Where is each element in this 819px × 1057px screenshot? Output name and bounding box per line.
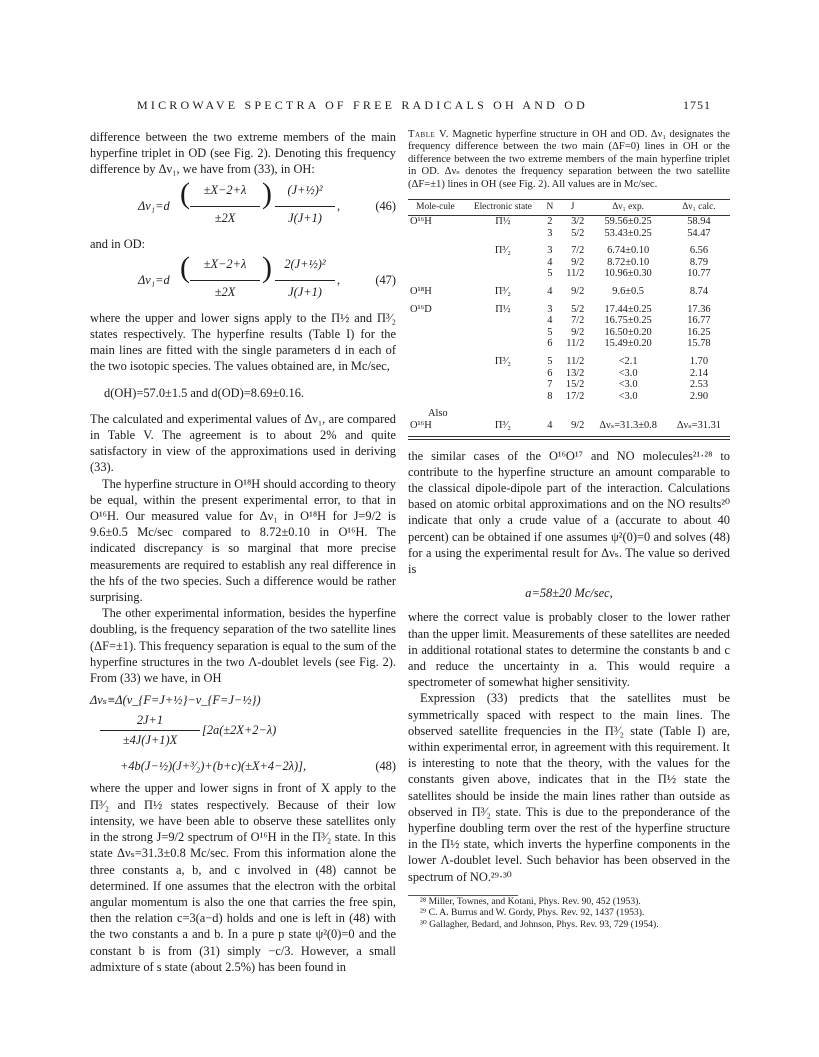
hyperfine-table bbox=[408, 199, 730, 432]
paragraph: where the upper and lower signs apply to the Π½ and Π³⁄₂ states respectively. The hyperfine results (Table I) for the main lines are fitted with the single parameters d in each of the two isotopic species. The values obtained are, in Mc/sec, bbox=[90, 310, 396, 374]
table-cell: 7 bbox=[547, 379, 553, 391]
table-cell: Π³⁄₂ bbox=[494, 419, 511, 431]
equation-48-line1: Δνₛ≡Δ(ν_{F=J+½}−ν_{F=J−½}) bbox=[90, 693, 261, 708]
table-cell: 15.49±0.20 bbox=[604, 338, 652, 350]
table-cell: 13/2 bbox=[565, 367, 585, 379]
table-cell: Π³⁄₂ bbox=[494, 355, 511, 367]
table-cell bbox=[408, 239, 463, 257]
table-cell: 3 bbox=[547, 245, 553, 257]
table-cell: 4 bbox=[547, 419, 553, 431]
table-cell: 58.94 bbox=[687, 216, 711, 228]
table-cell bbox=[463, 338, 543, 350]
table-row bbox=[408, 216, 730, 228]
table-cell: 11/2 bbox=[566, 338, 585, 350]
table-cell: 16.50±0.20 bbox=[604, 326, 652, 338]
table-cell: 9/2 bbox=[571, 256, 585, 268]
paragraph: The hyperfine structure in O¹⁸H should according to theory be equal, within the present experimental error, to that in O¹⁶H. Our measured value for Δν₁ in O¹⁸H for J=9/2 is 9.6±0.5 Mc/sec compared to 8.72±0.10 in O¹⁶H. The indicated discrepancy is so marginal that more precise measurements are required to establish any real difference in the hfs of the two species. Such a difference would be rather surprising. bbox=[90, 476, 396, 605]
table-cell: 53.43±0.25 bbox=[604, 227, 652, 239]
table-header-cell: Δν₁ calc. bbox=[668, 200, 730, 216]
table-cell: 5 bbox=[547, 268, 553, 280]
table-cell: 5/2 bbox=[571, 303, 585, 315]
table-row bbox=[408, 402, 730, 420]
table-cell: 2.53 bbox=[689, 379, 709, 391]
table-cell: 9/2 bbox=[571, 286, 585, 297]
table-row bbox=[408, 257, 730, 269]
table-cell: O¹⁸H bbox=[410, 286, 432, 297]
paragraph: difference between the two extreme members of the main hyperfine triplet in OD (see Fig. 2). Denoting this frequency difference by Δν₁, we have from (33), in OH: bbox=[90, 130, 396, 177]
table-cell: 3 bbox=[547, 227, 553, 239]
paragraph: and in OD: bbox=[90, 236, 146, 251]
table-cell: 4 bbox=[547, 315, 553, 327]
table-header-cell: Δν₁ exp. bbox=[588, 200, 668, 216]
table-cell: <3.0 bbox=[618, 367, 638, 379]
table-cell bbox=[408, 228, 463, 240]
table-cell: 16.25 bbox=[687, 326, 711, 338]
table-label: Table V. bbox=[408, 129, 449, 140]
table-row bbox=[408, 391, 730, 403]
also-label: Also bbox=[428, 408, 448, 420]
table-row bbox=[408, 338, 730, 350]
equation-48-line3: +4b(J−½)(J+³⁄₂)+(b+c)(±X+4−2λ)], (48) bbox=[120, 759, 396, 774]
footnote: ²⁹ C. A. Burrus and W. Gordy, Phys. Rev. 92, 1437 (1953). bbox=[420, 907, 645, 919]
table-cell: Π³⁄₂ bbox=[494, 245, 511, 257]
table-cell: 1.70 bbox=[689, 355, 709, 367]
table-rule bbox=[408, 436, 730, 437]
table-row bbox=[408, 228, 730, 240]
table-cell: O¹⁶D bbox=[410, 303, 432, 315]
table-cell: 2 bbox=[547, 216, 553, 228]
page-number: 1751 bbox=[683, 98, 711, 112]
table-cell bbox=[463, 368, 543, 380]
table-cell bbox=[408, 379, 463, 391]
equation-46: Δν₁=d ( ±X−2+λ ±2X ) (J+½)² J(J+1) , (46) bbox=[138, 176, 396, 225]
table-row bbox=[408, 368, 730, 380]
table-cell: 9.6±0.5 bbox=[612, 286, 644, 297]
a-value: a=58±20 Mc/sec, bbox=[525, 586, 613, 601]
table-cell: 17.36 bbox=[687, 303, 711, 315]
table-row bbox=[408, 327, 730, 339]
table-cell: Δνₛ=31.31 bbox=[676, 419, 721, 431]
equation-47: Δν₁=d ( ±X−2+λ ±2X ) 2(J+½)² J(J+1) , (47) bbox=[138, 250, 396, 299]
table-cell: 6 bbox=[547, 367, 553, 379]
table-cell bbox=[408, 315, 463, 327]
paragraph: where the correct value is probably closer to the lower rather than the upper limit. Measurements of these satellites are needed in additional rotational states to determine the constants b and c and reduce the uncertainty in a. This would require a spectrometer of somewhat higher sensitivity. bbox=[408, 610, 730, 690]
table-cell: 11/2 bbox=[566, 355, 585, 367]
table-cell: 9/2 bbox=[571, 326, 585, 338]
table-header-cell: Mole-cule bbox=[408, 200, 463, 216]
table-cell: 6 bbox=[547, 338, 553, 350]
table-cell: 59.56±0.25 bbox=[604, 216, 652, 228]
table-cell: 8.79 bbox=[689, 256, 709, 268]
table-cell: 15/2 bbox=[565, 379, 585, 391]
table-cell: 8.74 bbox=[689, 286, 709, 297]
left-column bbox=[90, 129, 396, 975]
table-cell: 4 bbox=[547, 256, 553, 268]
table-cell: 5 bbox=[547, 355, 553, 367]
table-row bbox=[408, 379, 730, 391]
table-cell: 6.56 bbox=[689, 245, 709, 257]
table-cell: 3/2 bbox=[571, 216, 585, 228]
table-cell: 3 bbox=[547, 303, 553, 315]
table-header-row bbox=[408, 200, 730, 216]
table-cell: 10.77 bbox=[687, 268, 711, 280]
table-body bbox=[408, 216, 730, 432]
table-cell: 17.44±0.25 bbox=[604, 303, 652, 315]
table-cell: 4 bbox=[547, 286, 553, 297]
table-cell bbox=[463, 391, 543, 403]
footnote: ²⁸ Miller, Townes, and Kotani, Phys. Rev. 90, 452 (1953). bbox=[420, 895, 641, 907]
table-row bbox=[408, 420, 730, 432]
table-cell: Δνₛ=31.3±0.8 bbox=[599, 419, 657, 431]
table-cell: Π³⁄₂ bbox=[494, 286, 511, 297]
paragraph: the similar cases of the O¹⁶O¹⁷ and NO molecules²¹·²⁸ to contribute to the hyperfine structure an amount comparable to the classical dipole-dipole part of the interaction. Calculations based on atomic orbital approximations and on the NO results²⁰ indicate that only a crude value of a (accurate to about 40 percent) can be obtained if one assumes ψ²(0)=0 and solves (48) for a using the experimental result for Δνₛ. The value so derived is bbox=[408, 448, 730, 576]
table-cell: 2.14 bbox=[689, 367, 709, 379]
paragraph: The other experimental information, besides the hyperfine doubling, is the frequency separation of the two satellite lines (ΔF=±1). This frequency separation is equal to the sum of the hyperfine structures in the two Λ-doublet levels (see Fig. 2). From (33) we have, in OH bbox=[90, 606, 396, 686]
table-cell: <2.1 bbox=[618, 355, 638, 367]
table-row bbox=[408, 298, 730, 316]
table-rule bbox=[408, 439, 730, 440]
table-row bbox=[408, 350, 730, 368]
equation-48: 2J+1 ±4J(J+1)X [2a(±2X+2−λ) bbox=[90, 708, 396, 754]
table-cell bbox=[408, 350, 463, 368]
table-cell: 9/2 bbox=[571, 419, 585, 431]
table-cell: 6.74±0.10 bbox=[607, 245, 650, 257]
table-cell: O¹⁶H bbox=[410, 216, 432, 228]
paragraph: Expression (33) predicts that the satellites must be symmetrically spaced with respect to the main lines. The observed satellite frequencies in the Π³⁄₂ state (Table I) are, within experimental error, in agreement with this requirement. It is interesting to note that the theory, with the values for the constants given above, indicates that in the Π½ state the satellites should be inside the main lines rather than outside as observed in Π³⁄₂ state. This is due to the preponderance of the hyperfine doubling term over the rest of the hyperfine structure in the Π½ state, which inverts the hyperfine components in the lower Λ-doublet level. Such behavior has been observed in the spectrum of NO.²⁹·³⁰ bbox=[408, 691, 730, 884]
table-cell: 7/2 bbox=[571, 315, 585, 327]
table-cell: 5 bbox=[547, 326, 553, 338]
table-cell: 11/2 bbox=[566, 268, 585, 280]
table-cell bbox=[463, 257, 543, 269]
table-cell bbox=[408, 327, 463, 339]
table-cell: 8 bbox=[547, 390, 553, 402]
paragraph: where the upper and lower signs in front of X apply to the Π³⁄₂ and Π½ states respectively. Because of their low intensity, we have been able to observe these satellites only in the strong J=9/2 spectrum of O¹⁶H in the Π³⁄₂ state. In this state Δνₛ=31.3±0.8 Mc/sec. From this information alone the three constants a, b, and c involved in (48) cannot be determined. If one assumes that the electron with the orbital angular momentum is also the one that carries the free spin, then the relation c=3(a−d) holds and one is left in (48) with the two constants a and b. In a pure p state ψ²(0)=0 and the constant b is from (31) simply −c/3. However, a small admixture of s state (about 2.5%) has been found in bbox=[90, 781, 396, 974]
table-cell: 15.78 bbox=[687, 338, 711, 350]
table-cell bbox=[408, 338, 463, 350]
table-row bbox=[408, 280, 730, 298]
table-cell: 16.77 bbox=[687, 315, 711, 327]
table-header-cell: J bbox=[557, 200, 589, 216]
table-row bbox=[408, 239, 730, 257]
table-caption-text: Magnetic hyperfine structure in OH and OD. Δν₁ designates the frequency difference between the two main (ΔF=0) lines in OH or the difference between the two extreme members of the main hyperfine triplet in OD. Δνₛ denotes the frequency separation between the two satellite (ΔF=±1) lines in OH (see Fig. 2). All values are in Mc/sec. bbox=[408, 129, 730, 190]
table-cell: 2.90 bbox=[689, 390, 709, 402]
footnotes bbox=[408, 896, 730, 931]
table-cell: 54.47 bbox=[687, 227, 711, 239]
table-caption bbox=[408, 129, 730, 191]
table-cell bbox=[463, 379, 543, 391]
table-cell: Π½ bbox=[495, 216, 511, 228]
table-cell bbox=[463, 315, 543, 327]
right-column bbox=[408, 129, 730, 930]
table-row bbox=[408, 268, 730, 280]
table-cell bbox=[463, 228, 543, 240]
table-header-cell: Electronic state bbox=[463, 200, 543, 216]
table-cell: <3.0 bbox=[618, 390, 638, 402]
table-cell bbox=[463, 268, 543, 280]
table-header-cell: N bbox=[543, 200, 557, 216]
table-cell: 17/2 bbox=[565, 390, 585, 402]
table-cell: 7/2 bbox=[571, 245, 585, 257]
table-cell: 8.72±0.10 bbox=[607, 256, 650, 268]
footnote: ³⁰ Gallagher, Bedard, and Johnson, Phys. Rev. 93, 729 (1954). bbox=[420, 918, 659, 930]
table-cell: 16.75±0.25 bbox=[604, 315, 652, 327]
table-cell: 10.96±0.30 bbox=[604, 268, 652, 280]
table-cell: 5/2 bbox=[571, 227, 585, 239]
table-cell bbox=[408, 391, 463, 403]
page-header bbox=[137, 98, 711, 116]
table-cell: Π½ bbox=[495, 303, 511, 315]
table-row bbox=[408, 315, 730, 327]
table-cell bbox=[408, 257, 463, 269]
d-values: d(OH)=57.0±1.5 and d(OD)=8.69±0.16. bbox=[104, 385, 304, 400]
table-cell bbox=[408, 268, 463, 280]
paragraph: The calculated and experimental values of Δν₁, are compared in Table V. The agreement is to about 2% and quite satisfactory in view of the approximations used in deriving (33). bbox=[90, 411, 396, 475]
table-cell: <3.0 bbox=[618, 379, 638, 391]
table-cell bbox=[408, 368, 463, 380]
table-cell: O¹⁶H bbox=[410, 419, 432, 431]
running-head: MICROWAVE SPECTRA OF FREE RADICALS OH AND OD bbox=[137, 98, 588, 112]
table-cell bbox=[463, 327, 543, 339]
